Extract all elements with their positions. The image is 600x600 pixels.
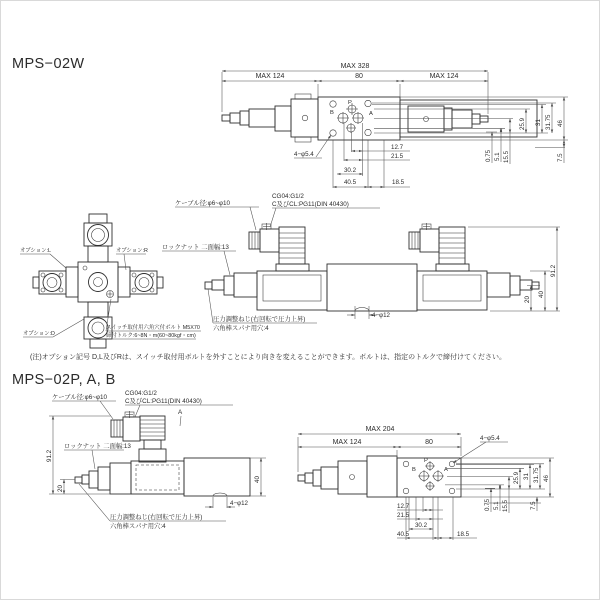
side-p-holes-callout: 4−φ5.4 <box>480 435 500 442</box>
front-w-locknut-label: ロックナット 二面幅:13 <box>162 244 229 251</box>
side-p-top-dims <box>298 434 461 472</box>
drawing-mps02w-plan <box>222 63 568 188</box>
front-p-body <box>75 458 250 496</box>
plan-dim-15-5: 15.5 <box>503 150 510 163</box>
side-p-dim-0-75: 0.75 <box>484 498 491 511</box>
side-p-port-p-label: P <box>424 458 428 464</box>
plan-dim-12-7: 12.7 <box>391 144 404 151</box>
side-p-dim-center: 80 <box>425 439 433 446</box>
side-p-dim-5-1: 5.1 <box>493 501 500 510</box>
side-p-port-pattern <box>403 461 455 494</box>
front-w-adjust-line1: 圧力調整ねじ(右回転で圧力上昇) <box>213 316 306 323</box>
section-title-mps02w: MPS−02W <box>12 56 85 72</box>
front-w-dim-height: 91.2 <box>550 264 557 277</box>
plan-dim-40-5: 40.5 <box>343 179 357 186</box>
side-p-dim-25-9: 25.9 <box>513 471 520 484</box>
switch-bolt-note-line2: 締付トルク:6~8N・m(60~80kgf・cm) <box>106 333 196 339</box>
front-p-dim-height: 91.2 <box>46 449 53 462</box>
plan-dim-18-5: 18.5 <box>392 179 405 186</box>
side-p-dim-12-7: 12.7 <box>397 503 410 510</box>
option-r-label: オプション:R <box>116 248 148 254</box>
plan-port-a-label: A <box>369 111 373 117</box>
page-border <box>1 1 600 600</box>
side-p-port-a-label: A <box>444 467 448 473</box>
plan-dim-overall: MAX 328 <box>340 63 370 70</box>
front-w-adjust-line2: 六角棒スパナ用穴:4 <box>213 325 269 332</box>
side-p-dim-18-5: 18.5 <box>457 531 470 538</box>
drawing-mps02p-front <box>46 390 266 530</box>
plan-dim-0-75: 0.75 <box>485 149 492 162</box>
front-w-gland-line2: C及びCL:PG11(DIN 40430) <box>272 201 349 208</box>
side-p-dim-30-2: 30.2 <box>414 522 428 529</box>
side-p-dim-31-75: 31.75 <box>533 467 540 483</box>
plan-dim-21-5: 21.5 <box>391 153 404 160</box>
front-w-gland-line1: CG04:G1/2 <box>272 193 304 200</box>
plan-dim-center: 80 <box>355 73 363 80</box>
front-p-left-dims <box>49 416 131 494</box>
side-p-dim-21-5: 21.5 <box>397 512 410 519</box>
plan-dim-right: MAX 124 <box>429 73 459 80</box>
drawing-mps02w-front <box>162 193 560 332</box>
front-p-dim-40: 40 <box>254 476 261 483</box>
front-p-gland-line2: C及びCL:PG11(DIN 40430) <box>125 398 202 405</box>
plan-holes-callout: 4−φ5.4 <box>294 151 314 158</box>
section-title-mps02pab: MPS−02P, A, B <box>12 372 116 388</box>
front-p-gland-line1: CG04:G1/2 <box>125 390 157 397</box>
front-p-dim-20: 20 <box>57 485 64 492</box>
drawing-mps02p-side <box>298 426 554 540</box>
side-p-dim-15-5: 15.5 <box>502 499 509 512</box>
front-w-dim-20: 20 <box>524 296 531 303</box>
plan-dim-46: 46 <box>557 120 564 127</box>
plan-port-p-label: P <box>348 100 352 106</box>
plan-dim-5-1: 5.1 <box>494 152 501 161</box>
side-p-dim-46: 46 <box>543 475 550 482</box>
plan-dim-25-9: 25.9 <box>519 117 526 130</box>
side-p-dim-40-5: 40.5 <box>397 531 410 538</box>
front-w-dim-40: 40 <box>538 291 545 298</box>
plan-dim-31-75: 31.75 <box>545 114 552 130</box>
front-p-adjust-line1: 圧力調整ねじ(右回転で圧力上昇) <box>110 514 203 521</box>
side-p-body <box>298 456 461 497</box>
switch-bolt-note-line1: スイッチ取付用六角穴付ボルト M5X70 <box>106 325 200 331</box>
front-p-locknut-label: ロックナット 二面幅:13 <box>64 443 131 450</box>
plan-dim-7-5: 7.5 <box>557 153 564 162</box>
side-p-port-b-label: B <box>412 467 416 473</box>
front-p-port-a-label: A <box>178 409 183 416</box>
plan-dim-31: 31 <box>535 119 542 126</box>
front-p-connector <box>111 411 166 462</box>
side-p-dim-left: MAX 124 <box>332 439 362 446</box>
front-w-cable-label: ケーブル径:φ6~φ10 <box>175 200 231 207</box>
plan-body-outline <box>222 94 537 142</box>
front-p-cable-label: ケーブル径:φ6~φ10 <box>52 394 108 401</box>
front-w-holes-label: 4−φ12 <box>372 312 390 319</box>
side-p-dim-overall: MAX 204 <box>365 426 395 433</box>
side-p-dim-31: 31 <box>523 473 530 480</box>
plan-port-b-label: B <box>330 110 334 116</box>
plan-dim-30-2: 30.2 <box>343 167 357 174</box>
front-w-right-dims <box>468 227 560 311</box>
option-d-label: オプション:D <box>23 331 55 337</box>
front-p-holes-label: 4−φ12 <box>230 500 248 507</box>
front-w-body <box>205 264 539 311</box>
drawing-options-view <box>20 214 201 348</box>
option-l-label: オプション:L <box>20 248 51 254</box>
plan-dim-left: MAX 124 <box>255 73 285 80</box>
footnote-option: (注)オプション記号 D,L及びRは、スイッチ取付用ボルトを外すことにより向きを変えることができます。ボルトは、指定のトルクで締付けてください。 <box>30 354 506 361</box>
side-p-dim-7-5: 7.5 <box>530 501 537 510</box>
front-p-adjust-line2: 六角棒スパナ用穴:4 <box>110 523 166 530</box>
